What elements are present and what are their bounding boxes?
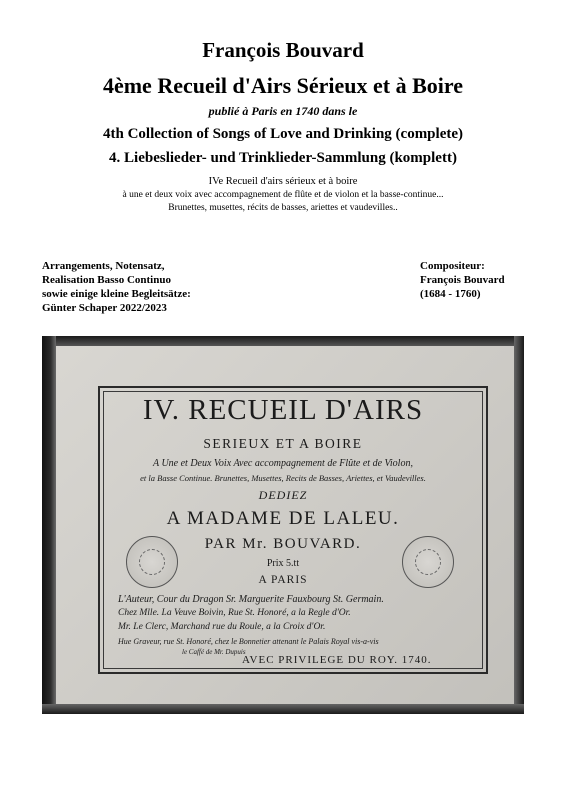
german-title: 4. Liebeslieder- und Trinklieder-Sammlung (komplett)	[109, 150, 457, 166]
engraving-voices: A Une et Deux Voix Avec accompagnement de Flûte et de Violon,	[153, 458, 413, 469]
photo-shadow	[42, 336, 524, 346]
description-line: Brunettes, musettes, récits de basses, ariettes et vaudevilles..	[168, 203, 398, 213]
credit-line: Realisation Basso Continuo	[42, 274, 171, 286]
description-line: à une et deux voix avec accompagnement de flûte et de violon et la basse-continue...	[122, 190, 444, 200]
engraving-address: le Caffé de Mr. Dupuis	[182, 648, 246, 656]
engraving-address: Hue Graveur, rue St. Honoré, chez le Bonnetier attenant le Palais Royal vis-a-vis	[118, 637, 379, 646]
composer-name: François Bouvard	[202, 38, 364, 62]
credit-line: sowie einige kleine Begleitsätze:	[42, 288, 191, 300]
publication-note: publié à Paris en 1740 dans le	[208, 104, 358, 118]
arranger-credits	[42, 259, 191, 315]
french-title: 4ème Recueil d'Airs Sérieux et à Boire	[102, 73, 464, 98]
credit-line: François Bouvard	[420, 274, 505, 286]
credit-line: Günter Schaper 2022/2023	[42, 302, 167, 314]
photo-shadow	[42, 704, 524, 714]
engraving-dedicatee: A MADAME DE LALEU.	[166, 508, 400, 529]
engraving-contents: et la Basse Continue. Brunettes, Musettes, Recits de Basses, Ariettes, et Vaudevilles.	[140, 473, 426, 483]
engraving-author: PAR Mr. BOUVARD.	[204, 536, 362, 552]
title-page-photograph	[42, 336, 524, 714]
engraving-dedication: DEDIEZ	[258, 488, 308, 502]
engraving-address: L'Auteur, Cour du Dragon Sr. Marguerite Fauxbourg St. Germain.	[118, 594, 384, 605]
engraving-subtitle: SERIEUX ET A BOIRE	[203, 436, 363, 451]
engraving-price: Prix 5.tt	[266, 558, 300, 569]
engraving-city: A PARIS	[258, 574, 308, 586]
credit-line: Arrangements, Notensatz,	[42, 260, 165, 272]
engraving-privilege: AVEC PRIVILEGE DU ROY. 1740.	[242, 654, 432, 666]
engraving-title: IV. RECUEIL D'AIRS	[142, 394, 424, 426]
engraving-address: Chez Mlle. La Veuve Boivin, Rue St. Honoré, a la Regle d'Or.	[118, 608, 351, 618]
english-title: 4th Collection of Songs of Love and Drinking (complete)	[103, 126, 463, 142]
description-line: IVe Recueil d'airs sérieux et à boire	[208, 176, 358, 187]
composer-credits	[420, 259, 505, 301]
credit-line: Compositeur:	[420, 260, 485, 272]
credit-line: (1684 - 1760)	[420, 288, 481, 300]
engraving-address: Mr. Le Clerc, Marchand rue du Roule, a la Croix d'Or.	[118, 622, 326, 632]
